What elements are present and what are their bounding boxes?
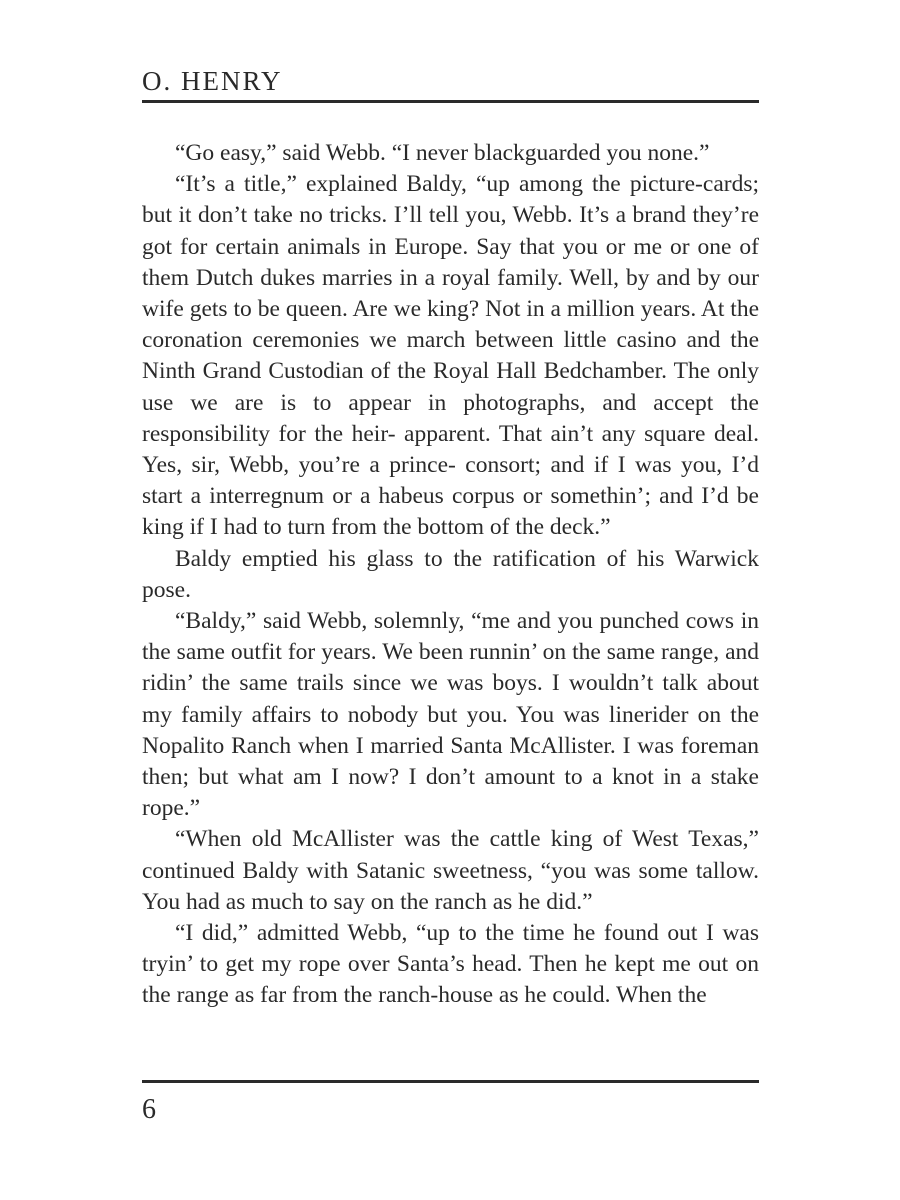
paragraph-5: “When old McAllister was the cattle king of West Texas,” continued Baldy with Satanic sweetness, “you was some tallow. You had as much to say on the ranch as he did.” xyxy=(142,826,759,915)
page-number: 6 xyxy=(142,1094,156,1125)
paragraph-4: “Baldy,” said Webb, solemnly, “me and you punched cows in the same outfit for years. We been runnin’ on the same range, and ridin’ the same trails since we was boys. I wouldn’t talk about my family affairs to nobody but you. You was linerider on the Nopalito Ranch when I married Santa McAllister. I was foreman then; but what am I now? I don’t amount to a knot in a stake rope.” xyxy=(142,608,759,822)
header-rule xyxy=(142,100,759,103)
paragraph-2: “It’s a title,” explained Baldy, “up among the picture-cards; but it don’t take no tricks. I’ll tell you, Webb. It’s a brand they’re got for certain animals in Europe. Say that you or me or one of them Dutch dukes marries in a royal family. Well, by and by our wife gets to be queen. Are we king? Not in a million years. At the coronation ceremonies we march between little casino and the Ninth Grand Custodian of the Royal Hall Bedchamber. The only use we are is to appear in photographs, and accept the responsibility for the heir- apparent. That ain’t any square deal. Yes, sir, Webb, you’re a prince- consort; and if I was you, I’d start a interregnum or a habeus corpus or somethin’; and I’d be king if I had to turn from the bottom of the deck.” xyxy=(142,171,759,541)
paragraph-6: “I did,” admitted Webb, “up to the time he found out I was tryin’ to get my rope over Santa’s head. Then he kept me out on the range as far from the ranch-house as he could. When the xyxy=(142,920,759,1009)
paragraph-1: “Go easy,” said Webb. “I never blackguarded you none.” xyxy=(175,140,710,166)
paragraph-3: Baldy emptied his glass to the ratification of his Warwick pose. xyxy=(142,545,759,603)
running-header-title: O. HENRY xyxy=(142,66,283,96)
footer-rule xyxy=(142,1080,759,1083)
body-text xyxy=(142,138,759,1012)
